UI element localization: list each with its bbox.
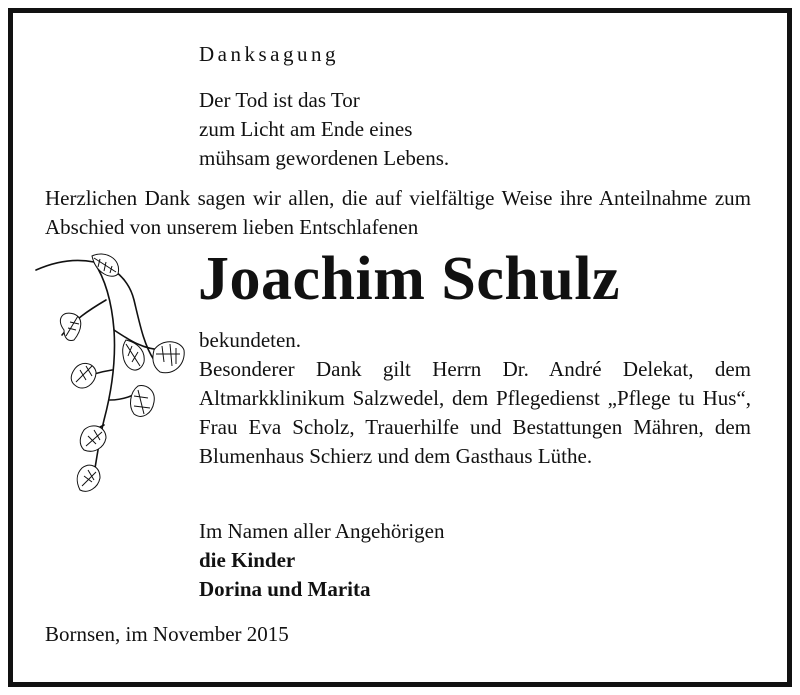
signature-block xyxy=(199,517,445,604)
motto-line: Der Tod ist das Tor xyxy=(199,88,360,112)
signature-intro: Im Namen aller Angehörigen xyxy=(199,519,445,543)
signature-line: die Kinder xyxy=(199,548,296,572)
thanks-text xyxy=(199,326,751,471)
thanks-line: bekundeten. xyxy=(199,328,302,352)
motto xyxy=(199,86,449,173)
notice-heading: Danksagung xyxy=(199,42,339,66)
motto-line: mühsam gewordenen Lebens. xyxy=(199,146,450,170)
place-date: Bornsen, im November 2015 xyxy=(45,622,289,646)
thanks-paragraph: Besonderer Dank gilt Herrn Dr. André Delekat, dem Altmarkklinikum Salzwedel, dem Pflegedienst „Pflege tu Hus“, Frau Eva Scholz, Trauerhilfe und Bestattungen Mähren, dem Blumenhaus Schierz und dem Gasthaus Lüthe. xyxy=(199,357,751,468)
deceased-name: Joachim Schulz xyxy=(198,245,621,313)
motto-line: zum Licht am Ende eines xyxy=(199,117,413,141)
intro-text: Herzlichen Dank sagen wir allen, die auf vielfältige Weise ihre Anteilnahme zum Abschied von unserem lieben Entschlafenen xyxy=(45,186,751,239)
leaf-branch-icon xyxy=(34,250,194,500)
signature-names: Dorina und Marita xyxy=(199,577,371,601)
